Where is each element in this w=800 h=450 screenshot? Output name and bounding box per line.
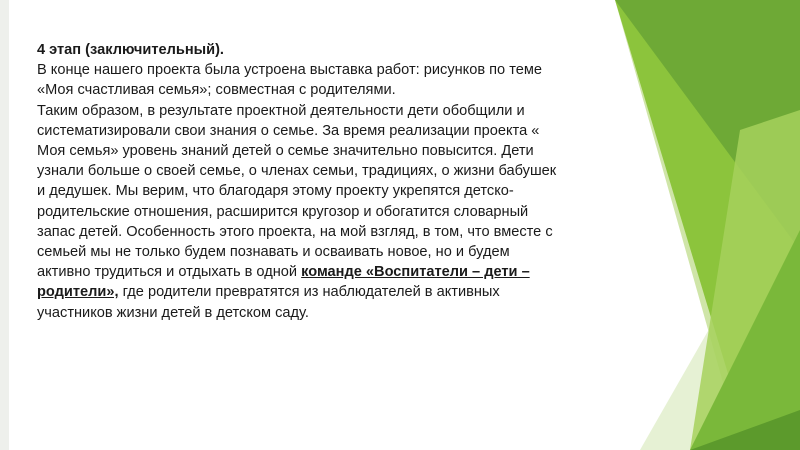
team-emphasis: команде «Воспитатели – дети – родители», bbox=[37, 264, 530, 301]
conclusion-text: Таким образом, в результате проектной деятельности дети обобщили и систематизировали свои знания о семье. За время реализации проекта « Моя семья» уровень знаний детей о семье значительно повысится. Дети узнали больше о своей семье, о членах семьи, традициях, о жизни бабушек и дедушек. Мы верим, что благодаря этому проекту укрепятся детско-родительские отношения, расширится кругозор и обогатится словарный запас детей. Особенность этого проекта, на мой взгляд, в том, что вместе с семьей мы не только будем познавать и осваивать новое, но и будем активно трудиться и отдыхать в одной bbox=[37, 102, 557, 281]
paragraph-exhibition: В конце нашего проекта была устроена выставка работ: рисунков по теме «Моя счастливая семья»; совместная с родителями. bbox=[37, 62, 543, 99]
conclusion-end: где родители превратятся из наблюдателей в активных участников жизни детей в детском саду. bbox=[37, 284, 500, 321]
paragraph-conclusion bbox=[37, 101, 557, 323]
text-content bbox=[37, 40, 557, 323]
stage-heading: 4 этап (заключительный). bbox=[37, 42, 224, 58]
